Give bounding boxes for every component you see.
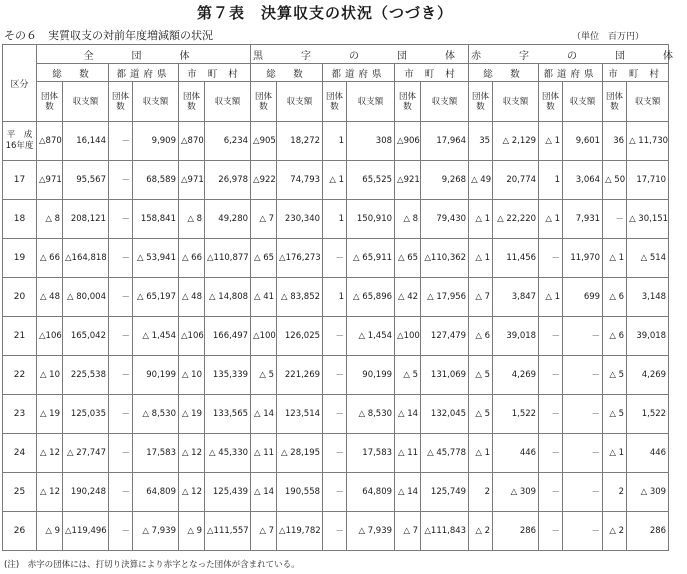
cell-dantai-count: △ 7 — [469, 278, 493, 317]
cell-balance-amount: △ 309 — [627, 473, 669, 512]
row-year: 21 — [3, 317, 37, 356]
cell-balance-amount: 208,121 — [63, 200, 109, 239]
cell-balance-amount: 166,497 — [205, 317, 251, 356]
table-row — [3, 239, 669, 278]
cell-dantai-count: － — [109, 434, 133, 473]
footnote: (注) 赤字の団体には、打切り決算により赤字となった団体が含まれている。 — [4, 560, 300, 570]
cell-balance-amount: 3,847 — [493, 278, 539, 317]
cell-dantai-count: △ 2 — [603, 512, 627, 551]
cell-balance-amount: △ 14,808 — [205, 278, 251, 317]
table-row — [3, 356, 669, 395]
cell-balance-amount: 9,909 — [133, 122, 179, 161]
cell-dantai-count: △ 10 — [179, 356, 205, 395]
cell-balance-amount: 446 — [627, 434, 669, 473]
cell-balance-amount: 1,522 — [627, 395, 669, 434]
col-header-dantai-count: 団体数 — [179, 82, 205, 122]
cell-dantai-count: － — [109, 512, 133, 551]
cell-dantai-count: △ 2 — [469, 512, 493, 551]
row-year: 25 — [3, 473, 37, 512]
table-subtitle: その６ 実質収支の対前年度増減額の状況 — [4, 29, 213, 42]
cell-balance-amount: 286 — [627, 512, 669, 551]
cell-dantai-count: △971 — [37, 161, 63, 200]
col-header-dantai-count: 団体数 — [539, 82, 563, 122]
cell-balance-amount: △176,273 — [277, 239, 323, 278]
cell-dantai-count: △ 5 — [469, 395, 493, 434]
unit-label: （単位 百万円） — [571, 32, 644, 42]
cell-balance-amount: △ 1,454 — [133, 317, 179, 356]
cell-balance-amount: △ 11,730 — [627, 122, 669, 161]
settlement-balance-table — [2, 44, 687, 551]
cell-balance-amount: 230,340 — [277, 200, 323, 239]
cell-balance-amount: 11,456 — [493, 239, 539, 278]
cell-balance-amount: 39,018 — [627, 317, 669, 356]
cell-dantai-count: △ 5 — [469, 356, 493, 395]
cell-dantai-count: △ 6 — [603, 317, 627, 356]
cell-balance-amount: 79,430 — [421, 200, 469, 239]
cell-dantai-count: △ 7 — [395, 512, 421, 551]
cell-balance-amount: 699 — [563, 278, 603, 317]
cell-balance-amount: 17,710 — [627, 161, 669, 200]
cell-balance-amount: 65,525 — [347, 161, 395, 200]
cell-balance-amount: △111,557 — [205, 512, 251, 551]
cell-dantai-count: △ 19 — [179, 395, 205, 434]
cell-balance-amount: 95,567 — [63, 161, 109, 200]
cell-dantai-count: － — [539, 434, 563, 473]
row-year: 平 成16年度 — [3, 122, 37, 161]
cell-balance-amount: 11,970 — [563, 239, 603, 278]
cell-dantai-count: △ 1 — [603, 239, 627, 278]
cell-balance-amount: △110,877 — [205, 239, 251, 278]
cell-balance-amount: 90,199 — [347, 356, 395, 395]
cell-balance-amount: 74,793 — [277, 161, 323, 200]
table-row — [3, 122, 669, 161]
cell-dantai-count: △ 5 — [395, 356, 421, 395]
cell-balance-amount: △119,782 — [277, 512, 323, 551]
table-row — [3, 200, 669, 239]
cell-balance-amount: △ 30,151 — [627, 200, 669, 239]
cell-dantai-count: △ 1 — [469, 434, 493, 473]
table-row — [3, 395, 669, 434]
subheader-prefecture: 都道府県 — [109, 64, 179, 82]
cell-balance-amount: 16,144 — [63, 122, 109, 161]
cell-balance-amount: 125,749 — [421, 473, 469, 512]
col-header-dantai-count: 団体数 — [603, 82, 627, 122]
col-header-balance-amount: 収支額 — [421, 82, 469, 122]
cell-dantai-count: △ 12 — [179, 434, 205, 473]
table-row — [3, 317, 669, 356]
cell-dantai-count: △ 1 — [603, 434, 627, 473]
cell-dantai-count: △ 66 — [179, 239, 205, 278]
cell-dantai-count: － — [539, 317, 563, 356]
cell-dantai-count: － — [323, 434, 347, 473]
cell-balance-amount: － — [563, 434, 603, 473]
cell-balance-amount: 7,931 — [563, 200, 603, 239]
subheader-municipality: 市 町 村 — [603, 64, 669, 82]
cell-dantai-count: △ 14 — [395, 395, 421, 434]
cell-balance-amount: 165,042 — [63, 317, 109, 356]
cell-balance-amount: 123,514 — [277, 395, 323, 434]
page-title: 第７表 決算収支の状況（つづき） — [196, 4, 453, 22]
cell-balance-amount: 133,565 — [205, 395, 251, 434]
cell-dantai-count: △ 42 — [395, 278, 421, 317]
cell-balance-amount: △ 17,956 — [421, 278, 469, 317]
cell-balance-amount: △ 309 — [493, 473, 539, 512]
table-row — [3, 512, 669, 551]
row-year: 22 — [3, 356, 37, 395]
cell-balance-amount: 3,148 — [627, 278, 669, 317]
cell-dantai-count: △106 — [37, 317, 63, 356]
col-header-balance-amount: 収支額 — [205, 82, 251, 122]
cell-dantai-count: － — [539, 356, 563, 395]
col-header-balance-amount: 収支額 — [493, 82, 539, 122]
subheader-municipality: 市 町 村 — [179, 64, 251, 82]
col-header-dantai-count: 団体数 — [469, 82, 493, 122]
cell-dantai-count: △ 1 — [539, 200, 563, 239]
cell-balance-amount: 190,558 — [277, 473, 323, 512]
row-year: 23 — [3, 395, 37, 434]
row-year: 24 — [3, 434, 37, 473]
row-year: 17 — [3, 161, 37, 200]
cell-dantai-count: △906 — [395, 122, 421, 161]
cell-balance-amount: － — [563, 473, 603, 512]
header-surplus-groups: 黒 字 の 団 体 — [251, 45, 469, 64]
cell-balance-amount: 18,272 — [277, 122, 323, 161]
cell-dantai-count: △ 66 — [37, 239, 63, 278]
cell-balance-amount: 64,809 — [347, 473, 395, 512]
cell-dantai-count: △ 7 — [251, 512, 277, 551]
cell-dantai-count: △106 — [179, 317, 205, 356]
cell-balance-amount: △ 65,197 — [133, 278, 179, 317]
col-header-balance-amount: 収支額 — [347, 82, 395, 122]
cell-dantai-count: － — [109, 239, 133, 278]
cell-dantai-count: △ 8 — [179, 200, 205, 239]
cell-dantai-count: － — [109, 278, 133, 317]
cell-dantai-count: △971 — [179, 161, 205, 200]
cell-dantai-count: △ 49 — [469, 161, 493, 200]
cell-dantai-count: △922 — [251, 161, 277, 200]
row-year: 18 — [3, 200, 37, 239]
header-deficit-groups: 赤 字 の 団 体 — [469, 45, 669, 64]
col-header-dantai-count: 団体数 — [37, 82, 63, 122]
cell-balance-amount: － — [563, 395, 603, 434]
col-header-balance-amount: 収支額 — [63, 82, 109, 122]
cell-dantai-count: － — [109, 122, 133, 161]
col-header-balance-amount: 収支額 — [133, 82, 179, 122]
cell-balance-amount: △119,496 — [63, 512, 109, 551]
cell-balance-amount: △ 28,195 — [277, 434, 323, 473]
table-row — [3, 278, 669, 317]
cell-balance-amount: － — [563, 356, 603, 395]
cell-balance-amount: 308 — [347, 122, 395, 161]
subheader-total: 総 数 — [37, 64, 109, 82]
cell-dantai-count: △ 19 — [37, 395, 63, 434]
cell-balance-amount: △ 27,747 — [63, 434, 109, 473]
cell-dantai-count: △ 9 — [37, 512, 63, 551]
col-header-balance-amount: 収支額 — [563, 82, 603, 122]
cell-dantai-count: － — [323, 473, 347, 512]
col-header-balance-amount: 収支額 — [277, 82, 323, 122]
cell-balance-amount: 158,841 — [133, 200, 179, 239]
cell-dantai-count: △ 48 — [37, 278, 63, 317]
cell-balance-amount: △ 83,852 — [277, 278, 323, 317]
cell-balance-amount: 20,774 — [493, 161, 539, 200]
cell-balance-amount: 49,280 — [205, 200, 251, 239]
cell-balance-amount: 132,045 — [421, 395, 469, 434]
cell-balance-amount: 221,269 — [277, 356, 323, 395]
cell-balance-amount: 64,809 — [133, 473, 179, 512]
cell-dantai-count: △ 5 — [251, 356, 277, 395]
col-header-dantai-count: 団体数 — [323, 82, 347, 122]
cell-dantai-count: 36 — [603, 122, 627, 161]
cell-balance-amount: － — [563, 317, 603, 356]
cell-balance-amount: 39,018 — [493, 317, 539, 356]
header-kubun: 区分 — [3, 45, 37, 122]
cell-dantai-count: △870 — [179, 122, 205, 161]
cell-balance-amount: 131,069 — [421, 356, 469, 395]
cell-dantai-count: － — [539, 473, 563, 512]
cell-balance-amount: 90,199 — [133, 356, 179, 395]
cell-dantai-count: △ 11 — [395, 434, 421, 473]
cell-dantai-count: △ 6 — [603, 278, 627, 317]
cell-balance-amount: △164,818 — [63, 239, 109, 278]
cell-dantai-count: △ 8 — [37, 200, 63, 239]
cell-balance-amount: △ 53,941 — [133, 239, 179, 278]
cell-dantai-count: － — [323, 395, 347, 434]
cell-dantai-count: △ 41 — [251, 278, 277, 317]
cell-balance-amount: 4,269 — [627, 356, 669, 395]
cell-dantai-count: △ 12 — [37, 434, 63, 473]
cell-balance-amount: △110,362 — [421, 239, 469, 278]
subheader-prefecture: 都道府県 — [323, 64, 395, 82]
cell-dantai-count: △870 — [37, 122, 63, 161]
cell-dantai-count: △ 1 — [469, 239, 493, 278]
cell-dantai-count: △100 — [251, 317, 277, 356]
cell-balance-amount: 190,248 — [63, 473, 109, 512]
cell-balance-amount: △ 1,454 — [347, 317, 395, 356]
cell-dantai-count: △ 48 — [179, 278, 205, 317]
cell-dantai-count: － — [323, 239, 347, 278]
cell-dantai-count: △ 1 — [323, 161, 347, 200]
cell-balance-amount: － — [563, 512, 603, 551]
cell-dantai-count: 1 — [323, 278, 347, 317]
cell-balance-amount: △ 65,896 — [347, 278, 395, 317]
cell-balance-amount: △ 2,129 — [493, 122, 539, 161]
cell-dantai-count: △921 — [395, 161, 421, 200]
cell-balance-amount: △ 80,004 — [63, 278, 109, 317]
cell-balance-amount: △ 8,530 — [133, 395, 179, 434]
cell-balance-amount: 3,064 — [563, 161, 603, 200]
header-all-groups: 全 団 体 — [37, 45, 251, 64]
cell-balance-amount: △ 22,220 — [493, 200, 539, 239]
cell-balance-amount: 17,964 — [421, 122, 469, 161]
cell-dantai-count: 35 — [469, 122, 493, 161]
cell-dantai-count: △ 65 — [395, 239, 421, 278]
cell-balance-amount: △ 45,330 — [205, 434, 251, 473]
cell-balance-amount: △111,843 — [421, 512, 469, 551]
cell-balance-amount: 125,035 — [63, 395, 109, 434]
cell-dantai-count: △ 12 — [179, 473, 205, 512]
cell-dantai-count: △ 14 — [395, 473, 421, 512]
cell-balance-amount: 1,522 — [493, 395, 539, 434]
cell-balance-amount: △ 65,911 — [347, 239, 395, 278]
cell-dantai-count: － — [323, 512, 347, 551]
cell-dantai-count: △ 11 — [251, 434, 277, 473]
cell-dantai-count: － — [539, 395, 563, 434]
cell-balance-amount: 9,268 — [421, 161, 469, 200]
subheader-prefecture: 都道府県 — [539, 64, 603, 82]
cell-dantai-count: △ 12 — [37, 473, 63, 512]
table-row — [3, 434, 669, 473]
cell-balance-amount: △ 8,530 — [347, 395, 395, 434]
cell-dantai-count: － — [109, 200, 133, 239]
row-year: 19 — [3, 239, 37, 278]
col-header-dantai-count: 団体数 — [395, 82, 421, 122]
cell-dantai-count: 1 — [323, 122, 347, 161]
cell-dantai-count: △905 — [251, 122, 277, 161]
cell-dantai-count: △ 10 — [37, 356, 63, 395]
cell-dantai-count: △ 1 — [539, 278, 563, 317]
cell-balance-amount: △ 514 — [627, 239, 669, 278]
cell-dantai-count: △ 7 — [251, 200, 277, 239]
cell-balance-amount: 135,339 — [205, 356, 251, 395]
cell-dantai-count: － — [109, 356, 133, 395]
cell-dantai-count: 1 — [539, 161, 563, 200]
cell-balance-amount: 225,538 — [63, 356, 109, 395]
cell-dantai-count: △ 9 — [179, 512, 205, 551]
cell-dantai-count: － — [109, 473, 133, 512]
cell-balance-amount: 286 — [493, 512, 539, 551]
cell-balance-amount: 127,479 — [421, 317, 469, 356]
cell-dantai-count: － — [539, 512, 563, 551]
col-header-balance-amount: 収支額 — [627, 82, 669, 122]
cell-dantai-count: － — [109, 395, 133, 434]
cell-dantai-count: △ 14 — [251, 395, 277, 434]
cell-dantai-count: △100 — [395, 317, 421, 356]
cell-balance-amount: 68,589 — [133, 161, 179, 200]
cell-dantai-count: △ 14 — [251, 473, 277, 512]
cell-balance-amount: 126,025 — [277, 317, 323, 356]
cell-dantai-count: － — [603, 200, 627, 239]
cell-dantai-count: △ 8 — [395, 200, 421, 239]
cell-dantai-count: △ 6 — [469, 317, 493, 356]
cell-balance-amount: 17,583 — [133, 434, 179, 473]
cell-balance-amount: 26,978 — [205, 161, 251, 200]
subheader-total: 総 数 — [251, 64, 323, 82]
cell-dantai-count: △ 65 — [251, 239, 277, 278]
cell-dantai-count: △ 5 — [603, 356, 627, 395]
cell-dantai-count: △ 1 — [469, 200, 493, 239]
cell-dantai-count: － — [539, 239, 563, 278]
cell-dantai-count: － — [323, 356, 347, 395]
cell-balance-amount: 17,583 — [347, 434, 395, 473]
cell-dantai-count: 2 — [603, 473, 627, 512]
cell-balance-amount: 125,439 — [205, 473, 251, 512]
cell-dantai-count: △ 1 — [539, 122, 563, 161]
col-header-dantai-count: 団体数 — [109, 82, 133, 122]
cell-dantai-count: △ 5 — [603, 395, 627, 434]
cell-dantai-count: － — [109, 161, 133, 200]
cell-balance-amount: 4,269 — [493, 356, 539, 395]
cell-balance-amount: 150,910 — [347, 200, 395, 239]
cell-balance-amount: 9,601 — [563, 122, 603, 161]
col-header-dantai-count: 団体数 — [251, 82, 277, 122]
table-row — [3, 473, 669, 512]
subheader-municipality: 市 町 村 — [395, 64, 469, 82]
table-row — [3, 161, 669, 200]
cell-dantai-count: － — [323, 317, 347, 356]
row-year: 20 — [3, 278, 37, 317]
cell-dantai-count: － — [109, 317, 133, 356]
cell-dantai-count: △ 50 — [603, 161, 627, 200]
cell-balance-amount: △ 7,939 — [133, 512, 179, 551]
row-year: 26 — [3, 512, 37, 551]
cell-dantai-count: 2 — [469, 473, 493, 512]
subheader-total: 総 数 — [469, 64, 539, 82]
cell-balance-amount: △ 7,939 — [347, 512, 395, 551]
cell-dantai-count: 1 — [323, 200, 347, 239]
cell-balance-amount: △ 45,778 — [421, 434, 469, 473]
cell-balance-amount: 6,234 — [205, 122, 251, 161]
cell-balance-amount: 446 — [493, 434, 539, 473]
